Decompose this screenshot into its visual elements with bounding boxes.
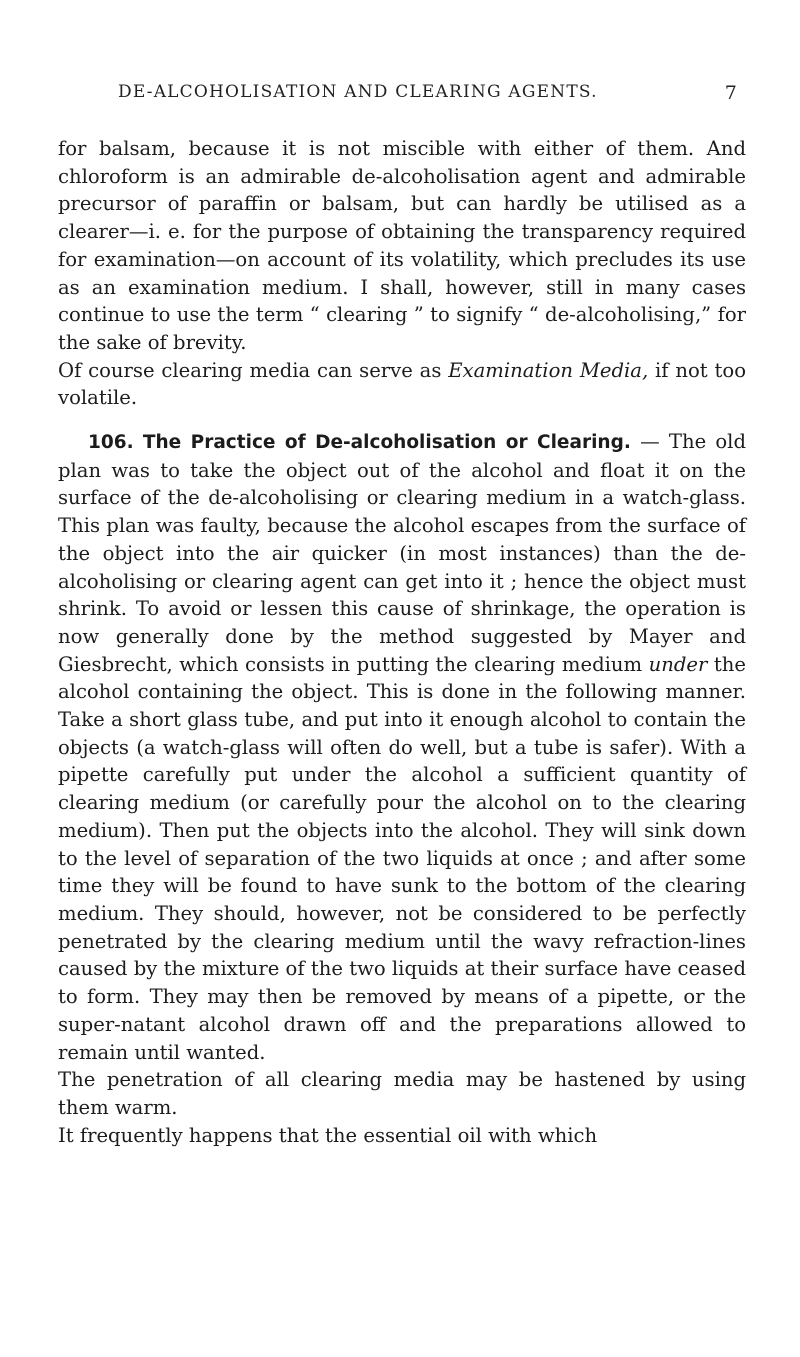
paragraph-text: — The old plan was to take the object out of the alcohol and float it on the surface of the de-alcoholising or clearing medium in a watch-glass. This plan was faulty, because the alcohol escapes from the surface of the object into the air quicker (in most instances) than the de-alcoholising or clearing agent can get into it ; hence the object must shrink. To avoid or lessen this cause of shrinkage, the operation is now generally done by the method suggested by Mayer and Giesbrecht, which consists in putting the clearing medium <box>58 430 746 676</box>
section-title: The Practice of De-alcoholisation or Clearing. <box>142 432 631 454</box>
paragraph-text: Of course clearing media can serve as <box>58 358 449 382</box>
running-head-title: DE-ALCOHOLISATION AND CLEARING AGENTS. <box>118 82 598 102</box>
emphasis-examination-media: Examination Media, <box>448 358 649 382</box>
paragraph-essential-oil: It frequently happens that the essential oil with which <box>58 1123 598 1147</box>
paragraph-examination-media <box>58 357 746 412</box>
page-number: 7 <box>724 82 738 104</box>
section-number: 106. <box>88 432 134 454</box>
paragraph-text: if not too volatile. <box>58 358 746 410</box>
section-106-paragraph <box>58 428 746 1066</box>
paragraph-continuation: for balsam, because it is not miscible with either of them. And chloroform is an admirable de-alcoholisation agent and admirable precursor of paraffin or balsam, but can hardly be utilised as a clearer—i. e. for the purpose of obtaining the transparency required for examination—on account of its volatility, which precludes its use as an examination medium. I shall, however, still in many cases continue to use the term “ clearing ” to signify “ de-alcoholising,” for the sake of brevity. <box>58 137 746 354</box>
emphasis-under: under <box>648 652 708 676</box>
running-head <box>118 82 738 102</box>
body-text <box>58 135 746 1149</box>
paragraph-text: the alcohol containing the object. This is done in the following manner. Take a short glass tube, and put into it enough alcohol to contain the objects (a watch-glass will often do well, but a tube is safer). With a pipette carefully put under the alcohol a sufficient quantity of clearing medium (or carefully pour the alcohol on to the clearing medium). Then put the objects into the alcohol. They will sink down to the level of separation of the two liquids at once ; and after some time they will be found to have sunk to the bottom of the clearing medium. They should, however, not be considered to be perfectly penetrated by the clearing medium until the wavy refraction-lines caused by the mixture of the two liquids at their surface have ceased to form. They may then be removed by means of a pipette, or the super-natant alcohol drawn off and the preparations allowed to remain until wanted. <box>58 652 746 1064</box>
paragraph-warm: The penetration of all clearing media may be hastened by using them warm. <box>58 1068 746 1119</box>
